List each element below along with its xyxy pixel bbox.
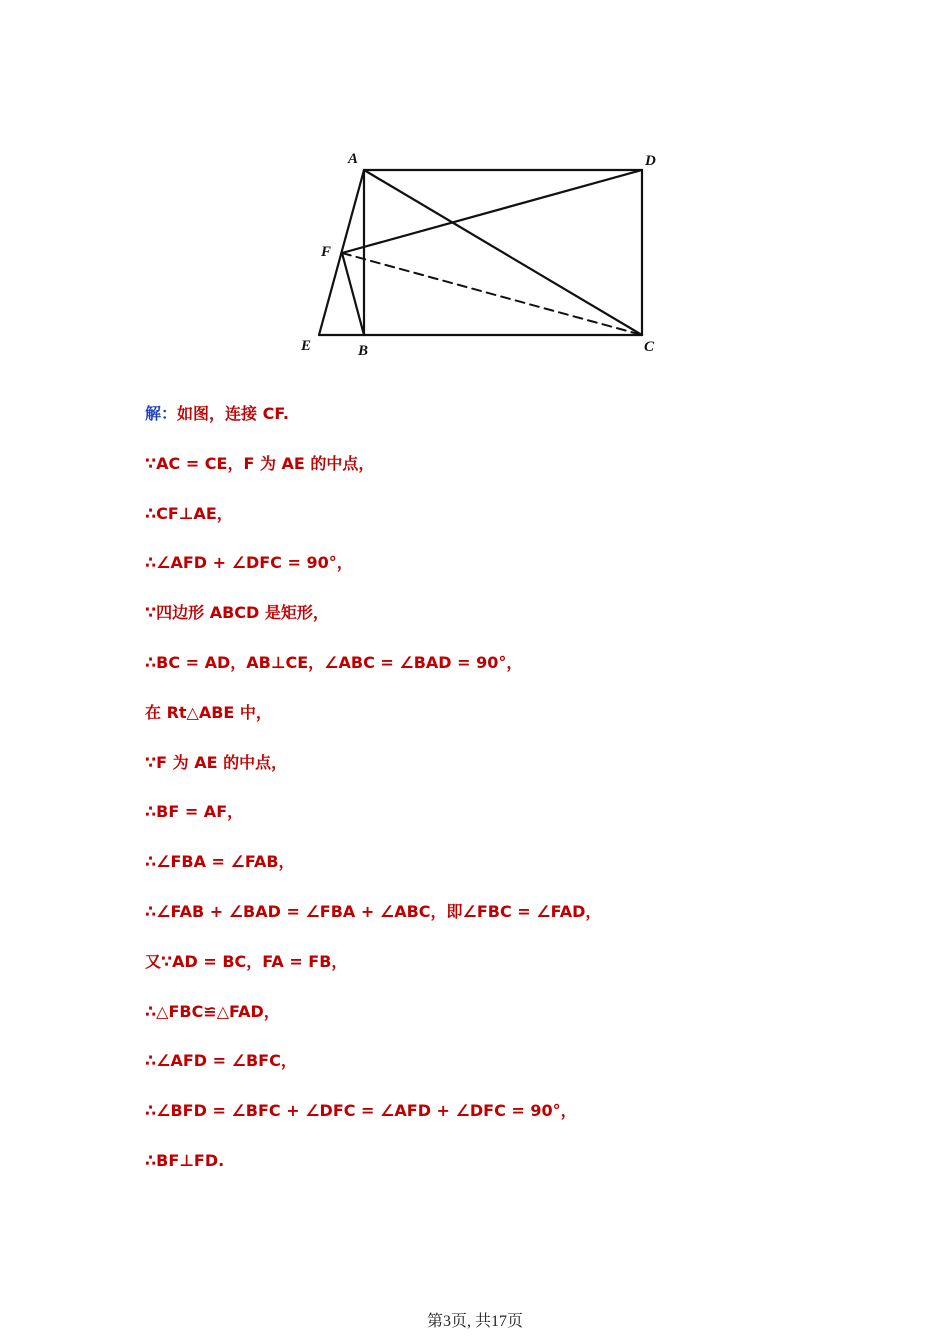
solution-line: ∴CF⊥AE， (145, 503, 233, 523)
solution-line-1 (145, 400, 845, 450)
solution-line: ∵F 为 AE 的中点， (145, 752, 288, 772)
solution-line: ∴∠BFD = ∠BFC + ∠DFC = ∠AFD + ∠DFC = 90°， (145, 1101, 577, 1121)
solution-line: 又∵AD = BC，FA = FB， (145, 951, 348, 971)
point-label-d: D (645, 153, 656, 169)
solution-line-1-text: 如图，连接 CF. (177, 404, 289, 423)
solution-line: ∵AC = CE，F 为 AE 的中点， (145, 453, 375, 473)
solution-line: ∴∠FAB + ∠BAD = ∠FBA + ∠ABC，即∠FBC = ∠FAD， (145, 901, 602, 921)
segment-fc (342, 253, 642, 335)
point-label-f: F (321, 244, 332, 260)
geometry-diagram (295, 142, 680, 367)
point-label-e: E (301, 338, 312, 354)
solution-text (145, 400, 845, 1197)
segment-ac (364, 170, 642, 335)
segment-fb (342, 253, 364, 335)
solution-line: 在 Rt△ABE 中， (145, 702, 272, 722)
point-label-a: A (348, 151, 359, 167)
point-label-b: B (358, 343, 369, 359)
solution-line: ∵四边形 ABCD 是矩形， (145, 603, 329, 623)
solution-line: ∴BC = AD，AB⊥CE，∠ABC = ∠BAD = 90°， (145, 652, 523, 672)
solution-line: ∴∠AFD = ∠BFC， (145, 1051, 297, 1071)
solution-line: ∴BF⊥FD. (145, 1150, 225, 1170)
point-label-c: C (644, 339, 655, 355)
solution-label: 解： (145, 404, 178, 423)
solution-line: ∴BF = AF， (145, 802, 244, 822)
solution-line: ∴△FBC≌△FAD， (145, 1001, 280, 1021)
solution-line: ∴∠FBA = ∠FAB， (145, 852, 295, 872)
geometry-figure (295, 142, 680, 367)
solution-line: ∴∠AFD + ∠DFC = 90°， (145, 553, 353, 573)
page-number: 第3页, 共17页 (426, 1313, 523, 1330)
